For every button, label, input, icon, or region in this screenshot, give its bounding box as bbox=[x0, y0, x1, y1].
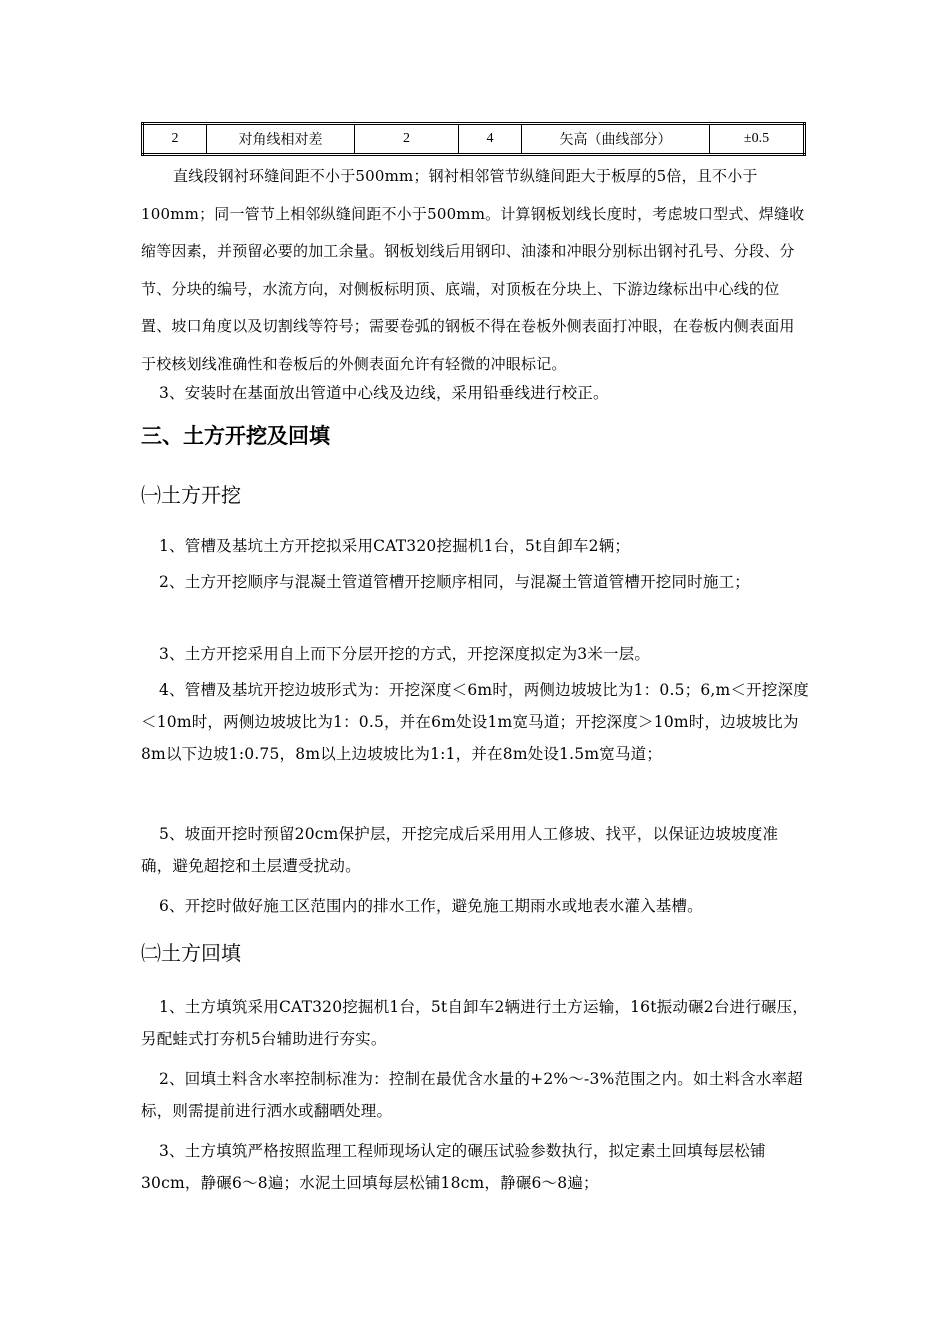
excavation-item-5: 5、坡面开挖时预留20cm保护层，开挖完成后采用用人工修坡、找平，以保证边坡坡度准确，避免超挖和土层遭受扰动。 bbox=[141, 825, 779, 875]
excavation-item-1: 1、管槽及基坑土方开挖拟采用CAT320挖掘机1台，5t自卸车2辆； bbox=[159, 537, 631, 555]
table-row bbox=[143, 124, 805, 155]
table-cell-value-2: ±0.5 bbox=[710, 124, 805, 155]
backfill-item-1: 1、土方填筑采用CAT320挖掘机1台，5t自卸车2辆进行土方运输，16t振动碾2台进行碾压，另配蛙式打夯机5台辅助进行夯实。 bbox=[141, 998, 809, 1048]
section-title: 三、土方开挖及回填 bbox=[141, 424, 330, 448]
excavation-item-3: 3、土方开挖采用自上而下分层开挖的方式，开挖深度拟定为3米一层。 bbox=[159, 645, 651, 663]
excavation-item-2: 2、土方开挖顺序与混凝土管道管槽开挖顺序相同，与混凝土管道管槽开挖同时施工； bbox=[159, 573, 750, 591]
subsection-title-excavation: ㈠土方开挖 bbox=[141, 483, 241, 507]
intro-paragraph: 直线段钢衬环缝间距不小于500mm；钢衬相邻管节纵缝间距大于板厚的5倍，且不小于100mm；同一管节上相邻纵缝间距不小于500mm。计算钢板划线长度时，考虑坡口型式、焊缝收缩等因素，并预留必要的加工余量。钢板划线后用钢印、油漆和冲眼分别标出钢衬孔号、分段、分节、分块的编号，水流方向，对侧板标明顶、底端，对顶板在分块上、下游边缘标出中心线的位置、坡口角度以及切割线等符号；需要卷弧的钢板不得在卷板外侧表面打冲眼，在卷板内侧表面用于校核划线准确性和卷板后的外侧表面允许有轻微的冲眼标记。 bbox=[141, 167, 805, 373]
table-cell-value: 2 bbox=[355, 124, 459, 155]
table-cell-item: 对角线相对差 bbox=[207, 124, 355, 155]
excavation-item-6: 6、开挖时做好施工区范围内的排水工作，避免施工期雨水或地表水灌入基槽。 bbox=[159, 897, 703, 915]
table-cell-item-2: 矢高（曲线部分） bbox=[522, 124, 710, 155]
table-cell-index: 2 bbox=[143, 124, 207, 155]
install-paragraph: 3、安装时在基面放出管道中心线及边线，采用铅垂线进行校正。 bbox=[159, 384, 609, 402]
excavation-item-4: 4、管槽及基坑开挖边坡形式为：开挖深度＜6m时，两侧边坡坡比为1：0.5；6,m＜开挖深度＜10m时，两侧边坡坡比为1：0.5，并在6m处设1m宽马道；开挖深度＞10m时，边坡坡比为8m以下边坡1:0.75，8m以上边坡坡比为1:1，并在8m处设1.5m宽马道； bbox=[141, 681, 809, 763]
backfill-item-3: 3、土方填筑严格按照监理工程师现场认定的碾压试验参数执行，拟定素土回填每层松铺30cm，静碾6～8遍；水泥土回填每层松铺18cm，静碾6～8遍； bbox=[141, 1142, 766, 1192]
tolerance-table bbox=[141, 122, 806, 156]
backfill-item-2: 2、回填土料含水率控制标准为：控制在最优含水量的+2%～-3%范围之内。如土料含水率超标，则需提前进行洒水或翻晒处理。 bbox=[141, 1070, 803, 1120]
table-cell-index-2: 4 bbox=[459, 124, 522, 155]
subsection-title-backfill: ㈡土方回填 bbox=[141, 941, 241, 965]
